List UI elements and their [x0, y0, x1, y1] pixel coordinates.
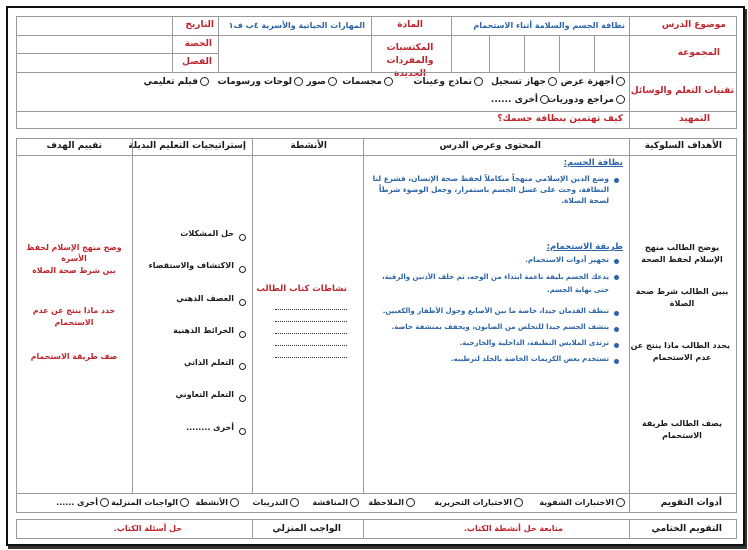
blank-line[interactable] — [275, 357, 347, 358]
homework-label-cell — [252, 519, 364, 539]
blank-line[interactable] — [275, 345, 347, 346]
strategy-option[interactable]: الخرائط الذهنية — [173, 326, 234, 335]
group-slot-1[interactable] — [594, 35, 630, 73]
strategy-option[interactable]: الاكتشاف والاستقصاء — [148, 261, 234, 270]
intro-label-cell — [629, 111, 737, 129]
tool-option[interactable]: جهاز تسجيل — [491, 77, 557, 87]
tool-option[interactable]: نماذج وعينات — [413, 77, 483, 87]
option-circle-icon[interactable] — [239, 234, 246, 241]
strategy-option[interactable]: التعلم التعاوني — [175, 390, 234, 399]
subject-label-cell — [371, 16, 452, 36]
content-step: ترتدى الملابس النظيفة، الداخلية والخارجية. — [459, 339, 609, 347]
class-label-cell — [172, 35, 219, 54]
closing-value-cell[interactable] — [363, 519, 630, 539]
radio-circle-icon[interactable] — [100, 498, 109, 507]
subject-value: المهارات الحياتية والأسرية ٤ب ف١ — [228, 21, 365, 30]
assessment-option[interactable]: الواجبات المنزلية — [111, 498, 189, 507]
radio-circle-icon[interactable] — [384, 77, 393, 86]
bullet-icon — [614, 327, 619, 332]
date-value-cell[interactable] — [16, 16, 173, 36]
content-cell — [363, 155, 630, 494]
homework-value: حل أسئلة الكتاب. — [113, 524, 182, 533]
col-content-header: المحتوى وعرض الدرس — [363, 138, 630, 156]
radio-circle-icon[interactable] — [350, 498, 359, 507]
lesson-topic-label-cell — [629, 16, 737, 36]
evaluation-item: وضح منهج الإسلام لحفظ الأسرة — [26, 243, 122, 263]
option-circle-icon[interactable] — [239, 299, 246, 306]
content-step: تستخدم بعض الكريمات الخاصة بالجلد لترطيبه. — [450, 355, 609, 363]
lesson-topic-label: موضوع الدرس — [661, 20, 726, 30]
strategy-option[interactable]: أخرى ........ — [186, 423, 234, 432]
group-slot-2[interactable] — [559, 35, 595, 73]
radio-circle-icon[interactable] — [616, 77, 625, 86]
evaluation-item: بين شرط صحة الصلاة — [32, 266, 116, 275]
lesson-plan-sheet — [6, 6, 745, 546]
content-step: يدعك الجسم بليفة ناعمة ابتداء من الوجه، ثم خلف الأذنين والرقبة، حتى نهاية الجسم. — [382, 273, 609, 294]
group-slot-4[interactable] — [489, 35, 525, 73]
date-label: التاريخ — [185, 20, 214, 30]
content-paragraph: وضع الدين الإسلامي منهجاً متكاملاً لحفظ صحة الإنسان، فشرع لنا النظافة، وحث على غسل الجسم باستمرار، وجعل الوضوء شرطاً لصحة الصلاة. — [372, 174, 609, 205]
objective-item: يحدد الطالب ماذا ينتج عن عدم الاستحمام — [630, 341, 730, 362]
intro-question-cell[interactable] — [16, 111, 630, 129]
group-label-cell — [629, 35, 737, 73]
tool-option[interactable]: صور — [306, 77, 337, 87]
content-heading-bathing-method: طريقة الاستحمام: — [546, 242, 623, 252]
option-circle-icon[interactable] — [239, 266, 246, 273]
radio-circle-icon[interactable] — [328, 77, 337, 86]
activities-title: نشاطات كتاب الطالب — [256, 284, 347, 294]
vocab-value-cell[interactable] — [218, 35, 372, 73]
radio-circle-icon[interactable] — [290, 498, 299, 507]
lesson-topic-value-cell[interactable] — [451, 16, 630, 36]
assessment-options-cell — [16, 493, 630, 513]
strategy-option[interactable]: حل المشكلات — [180, 229, 234, 238]
closing-value: متابعة حل أنشطة الكتاب. — [463, 524, 563, 533]
group-slot-5[interactable] — [451, 35, 490, 73]
col-evaluation-header: تقييم الهدف — [16, 138, 133, 156]
closing-label: التقويم الختامي — [651, 524, 722, 534]
section-label: الفصل — [182, 57, 212, 67]
vocab-label: المكتسبات والمفردات الجديدة — [386, 43, 434, 79]
class-label: الحصة — [184, 39, 212, 49]
strategy-option[interactable]: التعلم الذاتي — [183, 358, 234, 367]
assessment-option[interactable]: الأنشطة — [196, 498, 240, 507]
content-step: ينشف الجسم جيدا للتخلص من الصابون، ويجفف بمنشفة خاصة. — [391, 323, 609, 331]
group-label: المجموعة — [677, 48, 720, 58]
radio-circle-icon[interactable] — [616, 95, 625, 104]
group-slot-3[interactable] — [524, 35, 560, 73]
tool-option[interactable]: فيلم تعليمي — [144, 77, 209, 87]
radio-circle-icon[interactable] — [406, 498, 415, 507]
subject-label: المادة — [397, 20, 423, 30]
content-heading-body-cleanliness: نظافة الجسم: — [563, 158, 623, 168]
tools-options-cell — [16, 72, 630, 112]
option-circle-icon[interactable] — [239, 363, 246, 370]
radio-circle-icon[interactable] — [294, 77, 303, 86]
assessment-option[interactable]: الاختبارات الشفوية — [539, 498, 625, 507]
tool-option[interactable]: أخرى ...... — [491, 95, 549, 105]
blank-line[interactable] — [275, 333, 347, 334]
section-value-cell[interactable] — [16, 53, 173, 73]
content-step: تنظف القدمان جيدا، خاصة ما بين الأصابع وحول الأظفار والكعبين. — [382, 307, 609, 315]
bullet-icon — [614, 359, 619, 364]
col-strategies-header: إستراتيجيات التعليم البديلة — [132, 138, 253, 156]
radio-circle-icon[interactable] — [548, 77, 557, 86]
col-objectives-header: الأهداف السلوكية — [629, 138, 737, 156]
radio-circle-icon[interactable] — [540, 95, 549, 104]
tool-option[interactable]: مراجع ودوريات — [547, 95, 625, 105]
intro-label: التمهيد — [679, 114, 710, 124]
tool-option[interactable]: أجهزة عرض — [561, 77, 625, 87]
evaluation-cell — [16, 155, 133, 494]
assessment-label-cell — [629, 493, 737, 513]
content-step: تجهيز أدوات الاستحمام. — [525, 255, 609, 264]
objective-item: يوضح الطالب منهج الإسلام لحفظ الصحة — [641, 243, 723, 264]
assessment-option[interactable]: التدريبات — [252, 498, 299, 507]
activities-cell — [252, 155, 364, 494]
radio-circle-icon[interactable] — [514, 498, 523, 507]
radio-circle-icon[interactable] — [616, 498, 625, 507]
lesson-topic-value: نظافة الجسم والسلامة أثناء الاستحمام — [473, 21, 625, 30]
date-label-cell — [172, 16, 219, 36]
radio-circle-icon[interactable] — [200, 77, 209, 86]
radio-circle-icon[interactable] — [180, 498, 189, 507]
tool-option[interactable]: لوحات ورسومات — [218, 77, 303, 87]
radio-circle-icon[interactable] — [230, 498, 239, 507]
intro-question: كيف تهتمين بنظافة جسمك؟ — [497, 114, 623, 124]
option-circle-icon[interactable] — [239, 331, 246, 338]
homework-label: الواجب المنزلي — [272, 524, 341, 534]
class-value-cell[interactable] — [16, 35, 173, 54]
strategy-option[interactable]: العصف الذهني — [176, 294, 234, 303]
evaluation-item: صف طريقة الاستحمام — [30, 352, 118, 361]
option-circle-icon[interactable] — [239, 395, 246, 402]
strategies-cell — [132, 155, 253, 494]
blank-line[interactable] — [275, 321, 347, 322]
bullet-icon — [614, 275, 619, 280]
assessment-option[interactable]: المناقشة — [312, 498, 359, 507]
tools-label-cell — [629, 72, 737, 112]
subject-value-cell[interactable] — [218, 16, 372, 36]
homework-value-cell[interactable] — [16, 519, 253, 539]
section-label-cell — [172, 53, 219, 73]
col-activities-header: الأنشطة — [252, 138, 364, 156]
bullet-icon — [614, 259, 619, 264]
tool-option[interactable]: مجسمات — [342, 77, 393, 87]
vocab-label-cell — [371, 35, 452, 79]
objective-item: يصف الطالب طريقة الاستحمام — [641, 419, 723, 440]
assessment-option[interactable]: الاختبارات التحريرية — [434, 498, 523, 507]
evaluation-item: حدد ماذا ينتج عن عدم الاستحمام — [32, 306, 116, 327]
bullet-icon — [614, 178, 619, 183]
objectives-cell — [629, 155, 737, 494]
closing-label-cell — [629, 519, 737, 539]
radio-circle-icon[interactable] — [474, 77, 483, 86]
objective-item: يبين الطالب شرط صحة الصلاة — [635, 287, 729, 308]
assessment-option[interactable]: أخرى ...... — [56, 498, 109, 507]
blank-line[interactable] — [275, 309, 347, 310]
bullet-icon — [614, 343, 619, 348]
assessment-label: أدوات التقويم — [660, 498, 722, 508]
tools-label: تقنيات التعلم والوسائل — [630, 86, 734, 96]
option-circle-icon[interactable] — [239, 428, 246, 435]
bullet-icon — [614, 311, 619, 316]
assessment-option[interactable]: الملاحظة — [368, 498, 415, 507]
